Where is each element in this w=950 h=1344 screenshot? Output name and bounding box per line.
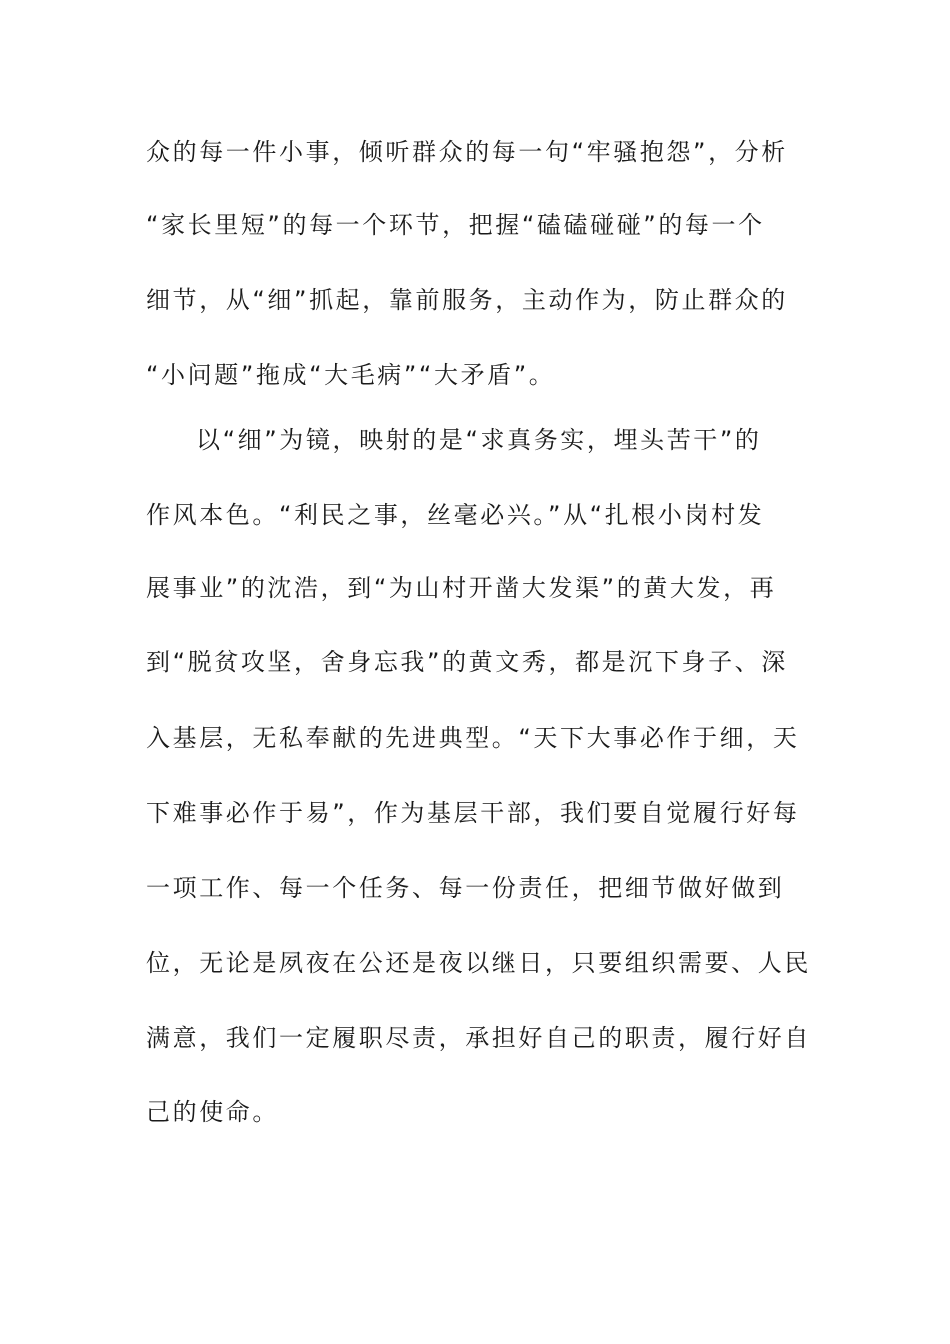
text-line: 入基层，无私奉献的先进典型。“天下大事必作于细，天 bbox=[146, 724, 800, 752]
text-line: 位，无论是夙夜在公还是夜以继日，只要组织需要、人民 bbox=[146, 949, 811, 977]
text-line: 一项工作、每一个任务、每一份责任，把细节做好做到 bbox=[146, 874, 785, 902]
text-line: 己的使命。 bbox=[146, 1098, 279, 1126]
text-line: “家长里短”的每一个环节，把握“磕磕碰碰”的每一个 bbox=[146, 211, 765, 239]
text-line: 下难事必作于易”，作为基层干部，我们要自觉履行好每 bbox=[146, 799, 800, 827]
text-line: 满意，我们一定履职尽责，承担好自己的职责，履行好自 bbox=[146, 1024, 811, 1052]
text-line: 展事业”的沈浩，到“为山村开凿大发渠”的黄大发，再 bbox=[146, 574, 777, 602]
text-line: 众的每一件小事，倾听群众的每一句“牢骚抱怨”，分析 bbox=[146, 138, 788, 166]
text-line: 细节，从“细”抓起，靠前服务，主动作为，防止群众的 bbox=[146, 286, 788, 314]
paragraph-first-line: 以“细”为镜，映射的是“求真务实，埋头苦干”的 bbox=[196, 426, 762, 454]
text-line: 到“脱贫攻坚，舍身忘我”的黄文秀，都是沉下身子、深 bbox=[146, 648, 788, 676]
text-line: “小问题”拖成“大毛病”“大矛盾”。 bbox=[146, 361, 556, 389]
text-line: 作风本色。“利民之事，丝毫必兴。”从“扎根小岗村发 bbox=[146, 501, 765, 529]
